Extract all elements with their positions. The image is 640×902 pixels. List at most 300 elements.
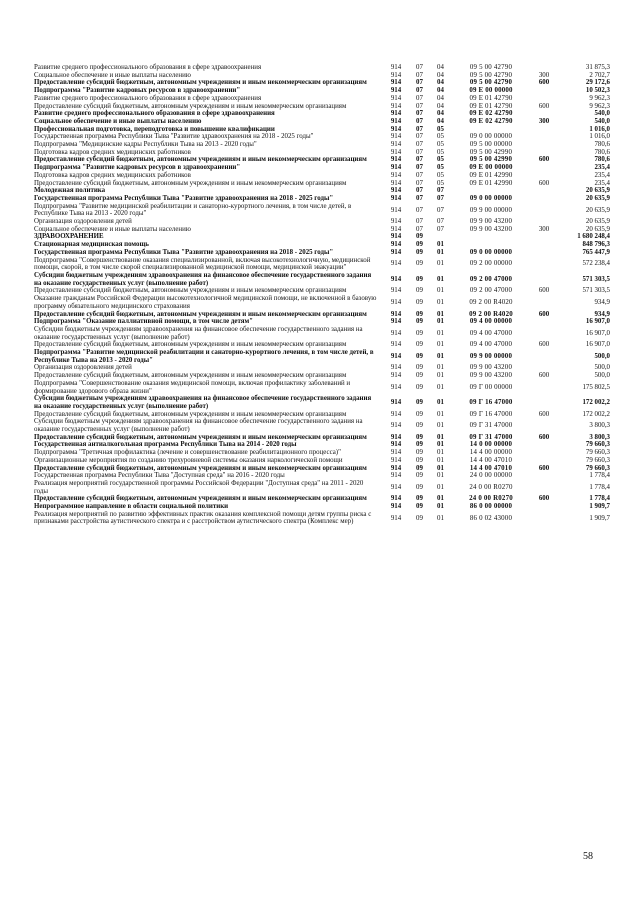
expense-type-code: 600 xyxy=(538,433,550,441)
item-name: Подпрограмма "Третичная профилактика (лечение и совершенствование реабилитационного процесса)" xyxy=(34,449,341,457)
amount: 780,6 xyxy=(594,148,610,156)
table-row xyxy=(34,411,610,419)
expense-type-code: 600 xyxy=(538,287,550,295)
grbs-code: 914 xyxy=(390,179,402,187)
table-row xyxy=(34,133,610,141)
grbs-code: 914 xyxy=(390,171,402,179)
table-row xyxy=(34,110,610,118)
subsection-code: 01 xyxy=(437,298,444,306)
section-code: 09 xyxy=(416,364,423,372)
subsection-code: 01 xyxy=(437,495,444,503)
amount: 172 002,2 xyxy=(582,399,610,407)
expense-type-code: 600 xyxy=(538,79,550,87)
subsection-code: 01 xyxy=(437,372,444,380)
grbs-code: 914 xyxy=(390,125,402,133)
subsection-code: 01 xyxy=(437,318,444,326)
subsection-code: 01 xyxy=(437,514,444,522)
amount: 9 962,3 xyxy=(589,94,610,102)
grbs-code: 914 xyxy=(390,94,402,102)
table-row xyxy=(34,126,610,134)
amount: 1 016,0 xyxy=(589,133,610,141)
grbs-code: 914 xyxy=(390,187,402,195)
subsection-code: 05 xyxy=(437,164,444,172)
amount: 3 800,3 xyxy=(589,433,610,441)
section-code: 09 xyxy=(416,241,423,249)
table-row xyxy=(34,272,610,287)
table-row xyxy=(34,311,610,319)
section-code: 09 xyxy=(416,298,423,306)
amount: 79 660,3 xyxy=(585,464,610,472)
target-article-code: 09 5 00 00000 xyxy=(469,141,513,149)
amount: 780,6 xyxy=(594,156,610,164)
item-name: Подпрограмма "Развитие медицинской реабилитации и санаторно-курортного лечения, в том числе детей, в Республике Тыва на 2013 - 2020 годы" xyxy=(34,202,352,218)
table-row xyxy=(34,187,610,195)
amount: 500,0 xyxy=(594,364,610,372)
amount: 29 172,6 xyxy=(585,79,610,87)
table-row xyxy=(34,326,610,341)
section-code: 07 xyxy=(416,194,423,202)
subsection-code: 05 xyxy=(437,156,444,164)
subsection-code: 01 xyxy=(437,329,444,337)
section-code: 07 xyxy=(416,87,423,95)
item-name: Подпрограмма "Медицинские кадры Республики Тыва на 2013 - 2020 годы" xyxy=(34,141,257,149)
target-article-code: 09 5 00 42990 xyxy=(469,156,513,164)
target-article-code: 09 2 00 R4020 xyxy=(469,298,513,306)
item-name: Субсидии бюджетным учреждениям здравоохранения на финансовое обеспечение государственного задания на оказание государственных услуг (выполнение работ) xyxy=(34,325,363,341)
table-row xyxy=(34,203,610,218)
item-name: Стационарная медицинская помощь xyxy=(34,241,149,249)
section-code: 09 xyxy=(416,233,423,241)
grbs-code: 914 xyxy=(390,233,402,241)
section-code: 09 xyxy=(416,383,423,391)
item-name: Предоставление субсидий бюджетным, автономным учреждениям и иным некоммерческим организациям xyxy=(34,495,367,503)
item-name: Организация оздоровления детей xyxy=(34,218,132,226)
grbs-code: 914 xyxy=(390,110,402,118)
target-article-code: 86 0 02 43000 xyxy=(469,514,513,522)
expense-type-code: 600 xyxy=(538,410,550,418)
grbs-code: 914 xyxy=(390,341,402,349)
item-name: Социальное обеспечение и иные выплаты населению xyxy=(34,71,191,79)
section-code: 07 xyxy=(416,110,423,118)
expense-type-code: 300 xyxy=(538,117,550,125)
item-name: Развитие среднего профессионального образования в сфере здравоохранения xyxy=(34,110,275,118)
table-row xyxy=(34,395,610,410)
item-name: Молодежная политика xyxy=(34,187,106,195)
amount: 235,4 xyxy=(594,164,610,172)
grbs-code: 914 xyxy=(390,164,402,172)
grbs-code: 914 xyxy=(390,318,402,326)
amount: 2 702,7 xyxy=(589,71,610,79)
target-article-code: 09 0 00 00000 xyxy=(469,194,513,202)
amount: 572 238,4 xyxy=(582,260,610,268)
item-name: Субсидии бюджетным учреждениям здравоохранения на финансовое обеспечение государственного задания на оказание государственных услуг (выполнение работ) xyxy=(34,418,363,434)
target-article-code: 09 9 00 43200 xyxy=(469,225,513,233)
grbs-code: 914 xyxy=(390,141,402,149)
subsection-code: 01 xyxy=(437,383,444,391)
section-code: 09 xyxy=(416,410,423,418)
grbs-code: 914 xyxy=(390,483,402,491)
table-row xyxy=(34,441,610,449)
subsection-code: 04 xyxy=(437,87,444,95)
target-article-code: 24 0 00 R0270 xyxy=(469,495,513,503)
subsection-code: 01 xyxy=(437,449,444,457)
table-row xyxy=(34,257,610,272)
expense-type-code: 600 xyxy=(538,495,550,503)
amount: 1 778,4 xyxy=(589,483,610,491)
subsection-code: 01 xyxy=(437,248,444,256)
section-code: 07 xyxy=(416,79,423,87)
grbs-code: 914 xyxy=(390,352,402,360)
amount: 500,0 xyxy=(594,352,610,360)
section-code: 09 xyxy=(416,372,423,380)
item-name: Реализация мероприятий государственной программы Российской Федерации "Доступная среда" на 2011 - 2020 годы xyxy=(34,479,364,495)
table-row xyxy=(34,164,610,172)
table-row xyxy=(34,141,610,149)
table-row xyxy=(34,495,610,503)
table-row xyxy=(34,318,610,326)
expense-type-code: 600 xyxy=(538,464,550,472)
target-article-code: 09 Е 02 42790 xyxy=(469,110,513,118)
section-code: 07 xyxy=(416,179,423,187)
item-name: Предоставление субсидий бюджетным, автономным учреждениям и иным некоммерческим организациям xyxy=(34,310,367,318)
section-code: 09 xyxy=(416,456,423,464)
amount: 10 502,3 xyxy=(585,87,610,95)
subsection-code: 07 xyxy=(437,194,444,202)
table-row xyxy=(34,480,610,495)
section-code: 07 xyxy=(416,148,423,156)
amount: 571 303,5 xyxy=(582,287,610,295)
amount: 20 635,9 xyxy=(585,194,610,202)
section-code: 07 xyxy=(416,164,423,172)
table-row xyxy=(34,103,610,111)
section-code: 07 xyxy=(416,94,423,102)
subsection-code: 05 xyxy=(437,148,444,156)
amount: 235,4 xyxy=(594,171,610,179)
grbs-code: 914 xyxy=(390,148,402,156)
subsection-code: 04 xyxy=(437,117,444,125)
target-article-code: 24 0 00 R0270 xyxy=(469,483,513,491)
item-name: Организация оздоровления детей xyxy=(34,364,132,372)
target-article-code: 09 Е 01 42990 xyxy=(469,171,513,179)
amount: 934,9 xyxy=(594,298,610,306)
subsection-code: 07 xyxy=(437,218,444,226)
amount: 175 802,5 xyxy=(582,383,610,391)
target-article-code: 14 4 00 00000 xyxy=(469,449,513,457)
target-article-code: 09 4 00 00000 xyxy=(469,318,513,326)
table-row xyxy=(34,180,610,188)
subsection-code: 04 xyxy=(437,79,444,87)
table-row xyxy=(34,503,610,511)
table-row xyxy=(34,472,610,480)
target-article-code: 09 2 00 47000 xyxy=(469,287,513,295)
amount: 31 875,3 xyxy=(585,64,610,71)
amount: 934,9 xyxy=(594,310,610,318)
table-row xyxy=(34,226,610,234)
subsection-code: 05 xyxy=(437,133,444,141)
expense-type-code: 600 xyxy=(538,372,550,380)
target-article-code: 09 Г 16 47000 xyxy=(469,410,513,418)
target-article-code: 09 4 00 47000 xyxy=(469,341,513,349)
target-article-code: 09 2 00 47000 xyxy=(469,275,513,283)
table-row xyxy=(34,287,610,295)
target-article-code: 09 2 00 R4020 xyxy=(469,310,513,318)
table-row xyxy=(34,95,610,103)
target-article-code: 86 0 00 00000 xyxy=(469,503,513,511)
item-name: Предоставление субсидий бюджетным, автономным учреждениям и иным некоммерческим организациям xyxy=(34,341,347,349)
item-name: Предоставление субсидий бюджетным, автономным учреждениям и иным некоммерческим организациям xyxy=(34,79,367,87)
section-code: 07 xyxy=(416,187,423,195)
subsection-code: 01 xyxy=(437,441,444,449)
target-article-code: 09 Е 00 00000 xyxy=(469,164,513,172)
grbs-code: 914 xyxy=(390,433,402,441)
expense-type-code: 600 xyxy=(538,310,550,318)
item-name: Подпрограмма "Совершенствование оказания специализированной, включая высокотехнологичную, медицинской помощи, скорой, в том числе скорой специализированной медицинской помощи, медицинской эвакуации" xyxy=(34,256,371,272)
subsection-code: 01 xyxy=(437,410,444,418)
grbs-code: 914 xyxy=(390,71,402,79)
grbs-code: 914 xyxy=(390,87,402,95)
amount: 20 635,9 xyxy=(585,225,610,233)
table-row xyxy=(34,195,610,203)
grbs-code: 914 xyxy=(390,514,402,522)
item-name: Непрограммное направление в области социальной политики xyxy=(34,503,229,511)
target-article-code: 24 0 00 00000 xyxy=(469,472,513,480)
target-article-code: 09 9 00 43200 xyxy=(469,218,513,226)
section-code: 09 xyxy=(416,483,423,491)
grbs-code: 914 xyxy=(390,117,402,125)
item-name: Предоставление субсидий бюджетным, автономным учреждениям и иным некоммерческим организациям xyxy=(34,287,347,295)
item-name: ЗДРАВООХРАНЕНИЕ xyxy=(34,233,104,241)
expense-type-code: 300 xyxy=(538,225,550,233)
target-article-code: 09 2 00 00000 xyxy=(469,260,513,268)
table-row xyxy=(34,341,610,349)
section-code: 09 xyxy=(416,495,423,503)
amount: 16 907,0 xyxy=(585,329,610,337)
subsection-code: 01 xyxy=(437,352,444,360)
grbs-code: 914 xyxy=(390,79,402,87)
grbs-code: 914 xyxy=(390,310,402,318)
target-article-code: 09 Г 00 00000 xyxy=(469,383,513,391)
section-code: 07 xyxy=(416,218,423,226)
item-name: Подготовка кадров средних медицинских работников xyxy=(34,171,191,179)
grbs-code: 914 xyxy=(390,495,402,503)
amount: 1 016,0 xyxy=(589,125,610,133)
amount: 765 447,9 xyxy=(582,248,610,256)
table-row xyxy=(34,372,610,380)
grbs-code: 914 xyxy=(390,422,402,430)
table-row xyxy=(34,380,610,395)
subsection-code: 07 xyxy=(437,187,444,195)
table-row xyxy=(34,218,610,226)
section-code: 09 xyxy=(416,441,423,449)
item-name: Государственная программа Республики Тыва "Развитие здравоохранения на 2018 - 2025 годы" xyxy=(34,248,334,256)
amount: 172 002,2 xyxy=(582,410,610,418)
subsection-code: 01 xyxy=(437,503,444,511)
grbs-code: 914 xyxy=(390,275,402,283)
item-name: Субсидии бюджетным учреждениям здравоохранения на финансовое обеспечение государственного задания на оказание государственных услуг (выполнение работ) xyxy=(34,395,372,410)
table-row xyxy=(34,118,610,126)
table-row xyxy=(34,449,610,457)
item-name: Профессиональная подготовка, переподготовка и повышение квалификации xyxy=(34,125,275,133)
section-code: 07 xyxy=(416,133,423,141)
section-code: 09 xyxy=(416,352,423,360)
item-name: Предоставление субсидий бюджетным, автономным учреждениям и иным некоммерческим организациям xyxy=(34,410,347,418)
grbs-code: 914 xyxy=(390,133,402,141)
expense-type-code: 300 xyxy=(538,71,550,79)
section-code: 07 xyxy=(416,64,423,71)
target-article-code: 09 Г 31 47000 xyxy=(469,422,513,430)
table-row xyxy=(34,87,610,95)
amount: 20 635,9 xyxy=(585,206,610,214)
section-code: 09 xyxy=(416,433,423,441)
item-name: Предоставление субсидий бюджетным, автономным учреждениям и иным некоммерческим организациям xyxy=(34,433,367,441)
grbs-code: 914 xyxy=(390,410,402,418)
section-code: 09 xyxy=(416,341,423,349)
item-name: Предоставление субсидий бюджетным, автономным учреждениям и иным некоммерческим организациям xyxy=(34,372,347,380)
grbs-code: 914 xyxy=(390,364,402,372)
subsection-code: 04 xyxy=(437,94,444,102)
target-article-code: 09 0 00 00000 xyxy=(469,133,513,141)
section-code: 09 xyxy=(416,275,423,283)
target-article-code: 14 4 00 47010 xyxy=(469,464,513,472)
target-article-code: 09 Е 02 42790 xyxy=(469,117,513,125)
subsection-code: 01 xyxy=(437,364,444,372)
amount: 79 660,3 xyxy=(585,456,610,464)
item-name: Развитие среднего профессионального образования в сфере здравоохранения xyxy=(34,94,262,102)
table-row xyxy=(34,72,610,80)
target-article-code: 09 0 00 00000 xyxy=(469,248,513,256)
target-article-code: 14 4 00 47010 xyxy=(469,456,513,464)
amount: 235,4 xyxy=(594,179,610,187)
grbs-code: 914 xyxy=(390,449,402,457)
subsection-code: 04 xyxy=(437,110,444,118)
amount: 1 680 248,4 xyxy=(577,233,610,241)
item-name: Развитие среднего профессионального образования в сфере здравоохранения xyxy=(34,64,262,71)
item-name: Подготовка кадров средних медицинских работников xyxy=(34,148,191,156)
item-name: Государственная программа Республики Тыва "Развитие здравоохранения на 2018 - 2025 годы" xyxy=(34,133,314,141)
target-article-code: 14 0 00 00000 xyxy=(469,441,513,449)
table-row xyxy=(34,156,610,164)
amount: 1 778,4 xyxy=(589,472,610,480)
item-name: Социальное обеспечение и иные выплаты населению xyxy=(34,117,202,125)
subsection-code: 05 xyxy=(437,171,444,179)
subsection-code: 07 xyxy=(437,225,444,233)
expense-type-code: 600 xyxy=(538,102,550,110)
amount: 1 909,7 xyxy=(589,514,610,522)
amount: 16 907,0 xyxy=(585,318,610,326)
table-row xyxy=(34,434,610,442)
section-code: 07 xyxy=(416,125,423,133)
amount: 20 635,9 xyxy=(585,218,610,226)
subsection-code: 04 xyxy=(437,71,444,79)
section-code: 07 xyxy=(416,141,423,149)
grbs-code: 914 xyxy=(390,456,402,464)
grbs-code: 914 xyxy=(390,102,402,110)
table-row xyxy=(34,364,610,372)
table-row xyxy=(34,64,610,72)
subsection-code: 01 xyxy=(437,341,444,349)
amount: 780,6 xyxy=(594,141,610,149)
target-article-code: 09 9 00 00000 xyxy=(469,352,513,360)
amount: 1 909,7 xyxy=(589,503,610,511)
grbs-code: 914 xyxy=(390,329,402,337)
grbs-code: 914 xyxy=(390,464,402,472)
grbs-code: 914 xyxy=(390,372,402,380)
amount: 79 660,3 xyxy=(585,441,610,449)
target-article-code: 09 5 00 42790 xyxy=(469,79,513,87)
expense-type-code: 600 xyxy=(538,156,550,164)
target-article-code: 09 5 00 42790 xyxy=(469,71,513,79)
amount: 79 660,3 xyxy=(585,449,610,457)
item-name: Государственная программа Республики Тыва "Доступная среда" на 2016 - 2020 годы xyxy=(34,472,285,480)
table-row xyxy=(34,249,610,257)
grbs-code: 914 xyxy=(390,260,402,268)
grbs-code: 914 xyxy=(390,241,402,249)
subsection-code: 01 xyxy=(437,399,444,407)
subsection-code: 01 xyxy=(437,422,444,430)
item-name: Подпрограмма "Развитие медицинской реабилитации и санаторно-курортного лечения, в том числе детей, в Республике Тыва на 2013 - 2020 годы" xyxy=(34,349,374,364)
page-number: 58 xyxy=(583,851,593,862)
grbs-code: 914 xyxy=(390,399,402,407)
amount: 848 796,3 xyxy=(582,241,610,249)
table-row xyxy=(34,465,610,473)
target-article-code: 09 Е 01 42790 xyxy=(469,94,513,102)
item-name: Предоставление субсидий бюджетным, автономным учреждениям и иным некоммерческим организациям xyxy=(34,464,367,472)
item-name: Предоставление субсидий бюджетным, автономным учреждениям и иным некоммерческим организациям xyxy=(34,102,347,110)
section-code: 09 xyxy=(416,464,423,472)
section-code: 09 xyxy=(416,399,423,407)
table-row xyxy=(34,79,610,87)
subsection-code: 01 xyxy=(437,287,444,295)
target-article-code: 09 Е 01 42990 xyxy=(469,179,513,187)
section-code: 07 xyxy=(416,102,423,110)
grbs-code: 914 xyxy=(390,298,402,306)
item-name: Предоставление субсидий бюджетным, автономным учреждениям и иным некоммерческим организациям xyxy=(34,156,367,164)
amount: 540,0 xyxy=(594,110,610,118)
subsection-code: 01 xyxy=(437,433,444,441)
grbs-code: 914 xyxy=(390,156,402,164)
section-code: 09 xyxy=(416,248,423,256)
item-name: Реализация мероприятий по развитию эффективных практик оказания комплексной помощи детям группы риска с признаками расстройства аутистического спектра и с расстройством аутистического спектра (Комплекс мер) xyxy=(34,510,372,526)
amount: 20 635,9 xyxy=(585,187,610,195)
grbs-code: 914 xyxy=(390,225,402,233)
subsection-code: 04 xyxy=(437,64,444,71)
section-code: 07 xyxy=(416,171,423,179)
subsection-code: 05 xyxy=(437,179,444,187)
subsection-code: 01 xyxy=(437,310,444,318)
section-code: 09 xyxy=(416,449,423,457)
section-code: 09 xyxy=(416,310,423,318)
amount: 1 778,4 xyxy=(589,495,610,503)
item-name: Подпрограмма "Развитие кадровых ресурсов в здравоохранении" xyxy=(34,164,241,172)
grbs-code: 914 xyxy=(390,248,402,256)
table-row xyxy=(34,149,610,157)
table-row xyxy=(34,349,610,364)
section-code: 09 xyxy=(416,329,423,337)
target-article-code: 09 Е 00 00000 xyxy=(469,87,513,95)
target-article-code: 09 9 00 43200 xyxy=(469,372,513,380)
grbs-code: 914 xyxy=(390,503,402,511)
grbs-code: 914 xyxy=(390,472,402,480)
section-code: 09 xyxy=(416,472,423,480)
table-row xyxy=(34,511,610,526)
grbs-code: 914 xyxy=(390,441,402,449)
section-code: 09 xyxy=(416,260,423,268)
table-row xyxy=(34,457,610,465)
section-code: 09 xyxy=(416,503,423,511)
section-code: 09 xyxy=(416,287,423,295)
item-name: Предоставление субсидий бюджетным, автономным учреждениям и иным некоммерческим организациям xyxy=(34,179,347,187)
subsection-code: 01 xyxy=(437,472,444,480)
